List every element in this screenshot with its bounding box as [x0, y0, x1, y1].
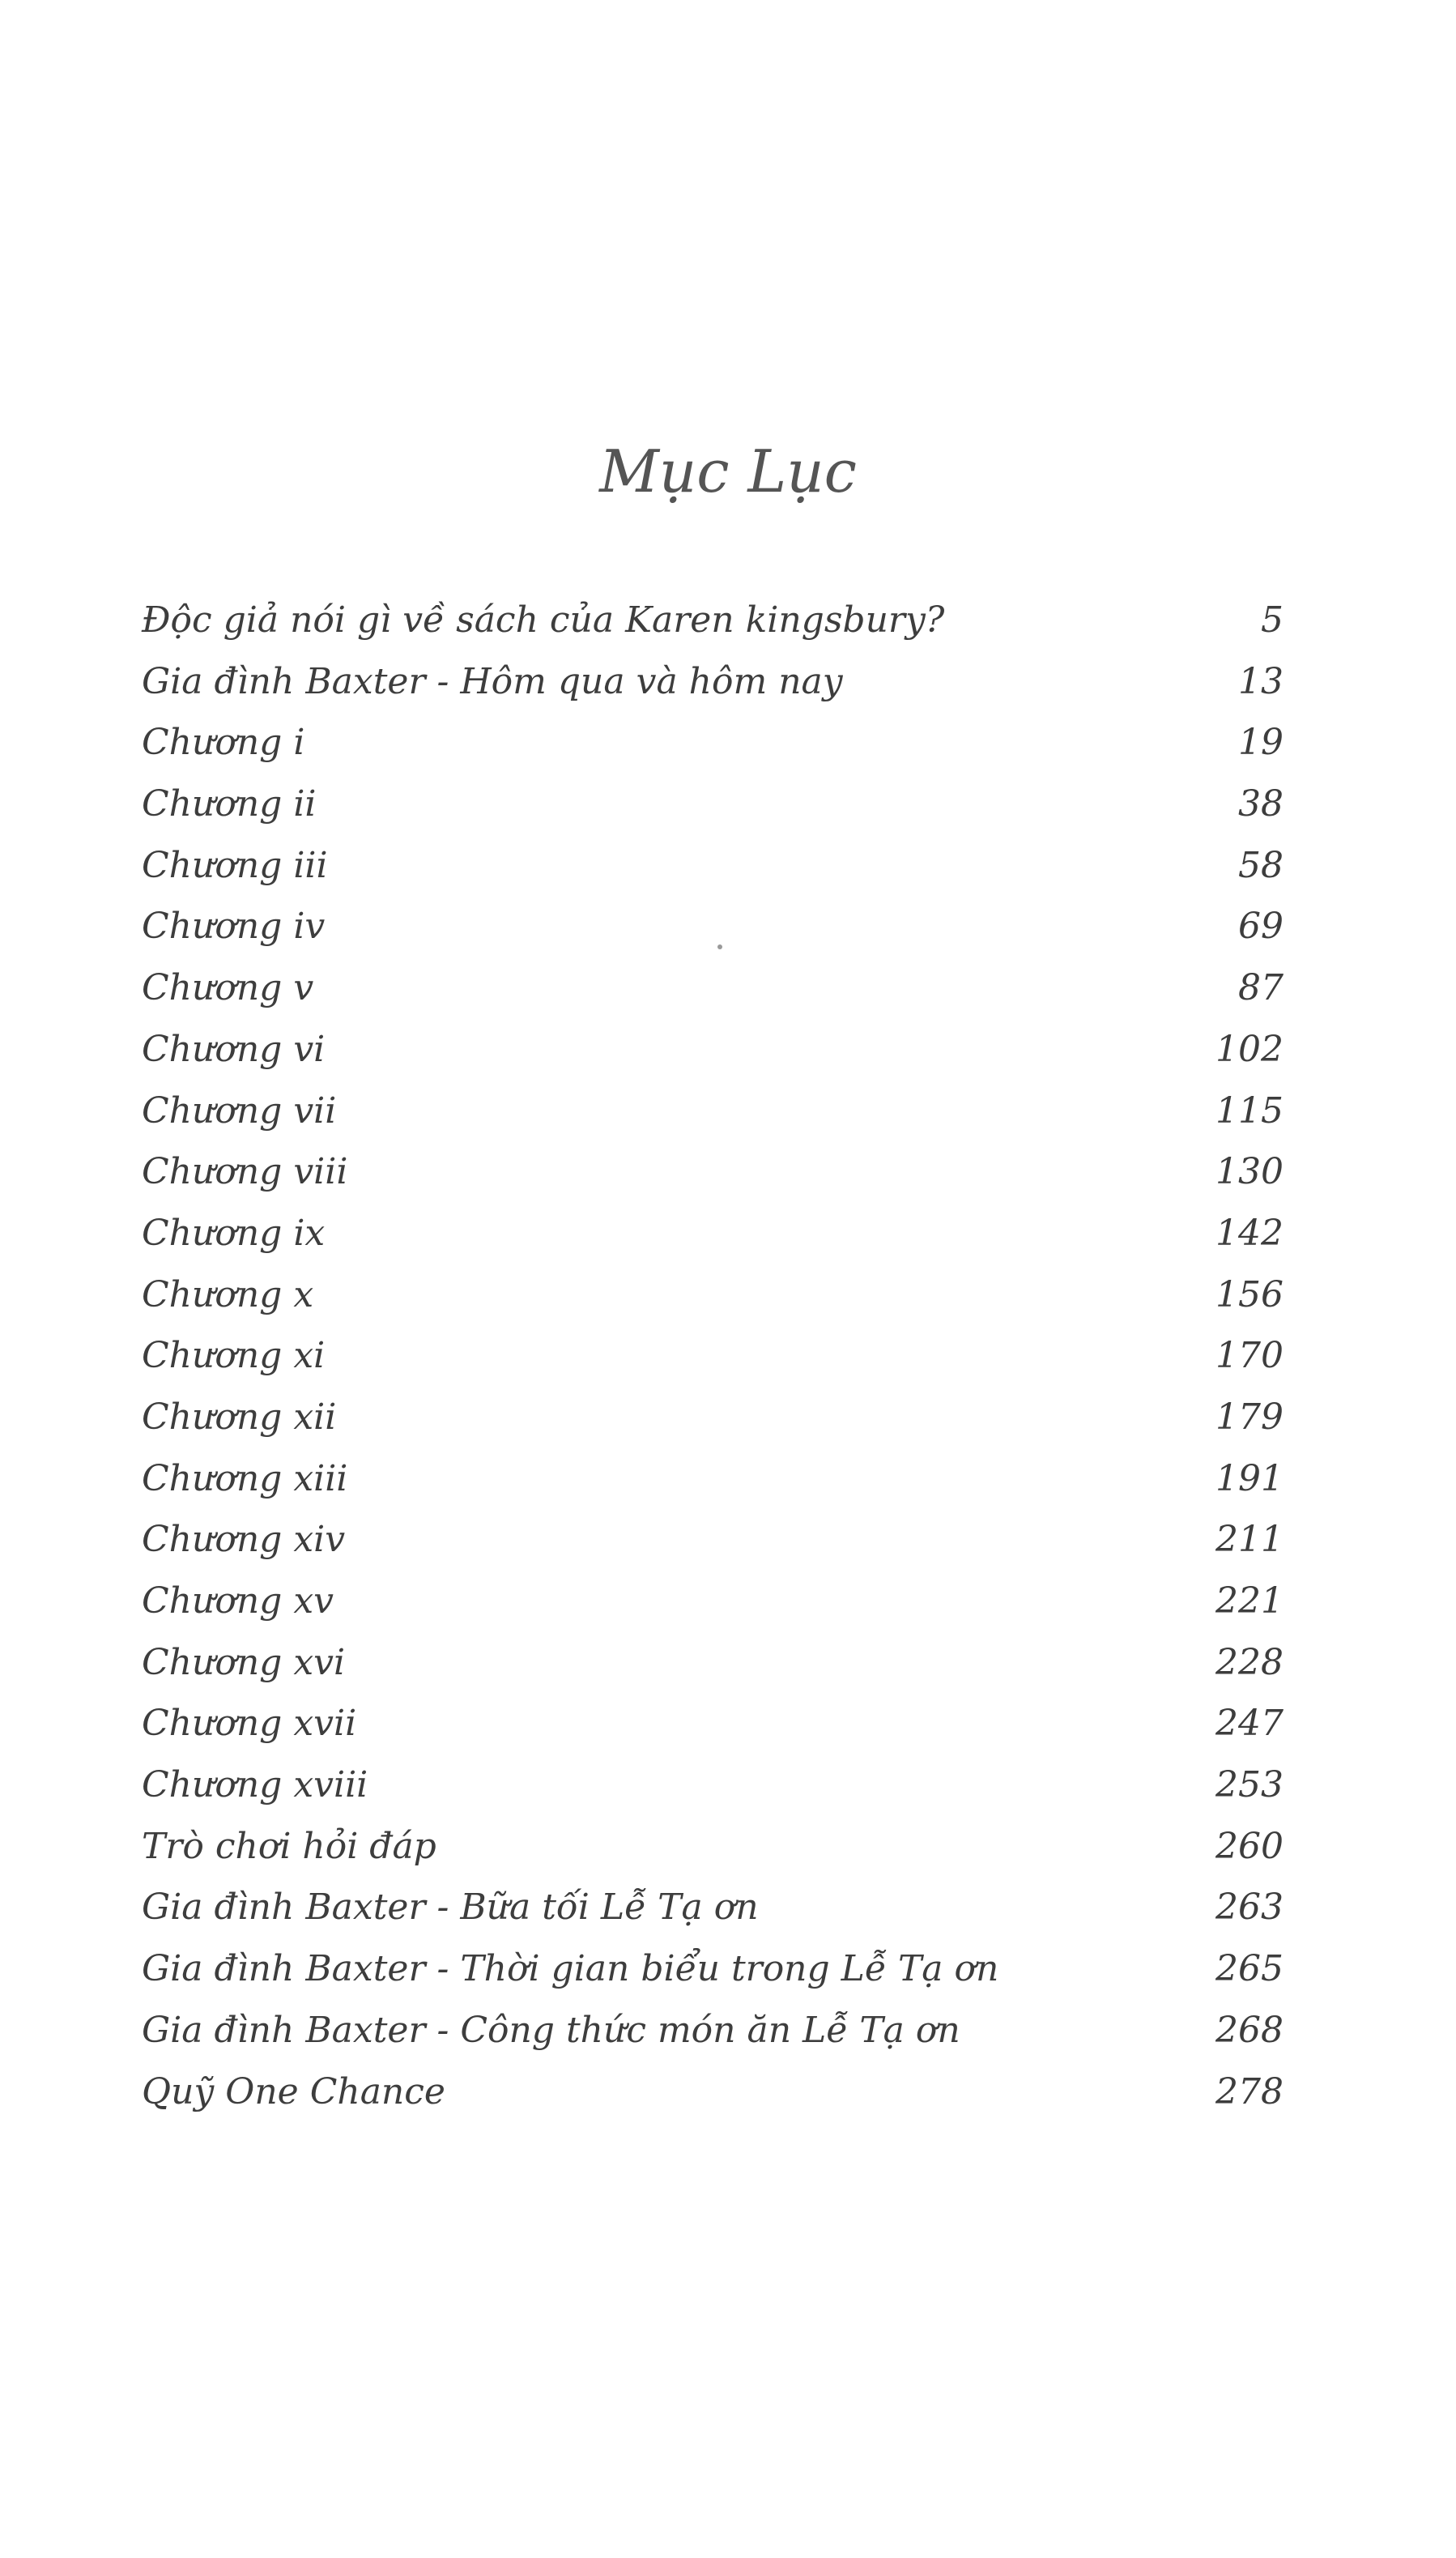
toc-entry [142, 2071, 1284, 2133]
print-speck [717, 944, 722, 949]
toc-entry-label: Chương xvii [142, 1703, 357, 1745]
toc-entry [142, 783, 1284, 845]
toc-entry [142, 845, 1284, 906]
toc-entry-page-number: 13 [1238, 660, 1284, 702]
toc-entry [142, 2010, 1284, 2071]
toc-entry [142, 1519, 1284, 1580]
toc-entry-label: Chương v [142, 967, 314, 1009]
toc-entry-label: Gia đình Baxter - Thời gian biểu trong Lễ Tạ ơn [142, 1948, 999, 1990]
toc-entry-page-number: 58 [1238, 844, 1284, 886]
toc-entry-page-number: 87 [1238, 967, 1284, 1009]
toc-entry-page-number: 253 [1215, 1764, 1284, 1806]
toc-entry [142, 1458, 1284, 1520]
toc-entry-label: Chương ix [142, 1212, 326, 1254]
toc-entry-label: Chương vi [142, 1028, 326, 1070]
toc-entry-label: Gia đình Baxter - Công thức món ăn Lễ Tạ ơn [142, 2009, 960, 2051]
toc-entry-page-number: 247 [1215, 1703, 1284, 1745]
toc-entry-page-number: 228 [1215, 1641, 1284, 1683]
table-of-contents [142, 599, 1284, 2132]
toc-entry [142, 1580, 1284, 1642]
toc-entry-page-number: 268 [1215, 2009, 1284, 2051]
toc-entry-label: Quỹ One Chance [142, 2070, 445, 2112]
toc-entry [142, 1826, 1284, 1887]
toc-entry [142, 1274, 1284, 1336]
toc-entry [142, 967, 1284, 1029]
toc-entry-label: Chương i [142, 722, 305, 764]
toc-entry [142, 599, 1284, 661]
toc-entry-label: Trò chơi hỏi đáp [142, 1825, 436, 1867]
toc-entry-page-number: 142 [1215, 1212, 1284, 1254]
toc-entry-page-number: 115 [1215, 1089, 1284, 1132]
toc-entry-page-number: 278 [1215, 2070, 1284, 2112]
toc-entry-page-number: 130 [1215, 1151, 1284, 1193]
toc-entry-page-number: 102 [1215, 1028, 1284, 1070]
toc-entry-page-number: 38 [1238, 783, 1284, 825]
toc-entry [142, 906, 1284, 967]
toc-entry-label: Chương xiii [142, 1457, 348, 1499]
toc-entry [142, 1335, 1284, 1396]
toc-entry [142, 1213, 1284, 1274]
toc-entry [142, 661, 1284, 723]
toc-entry [142, 1396, 1284, 1458]
toc-entry-label: Chương xiv [142, 1519, 346, 1561]
toc-entry-page-number: 191 [1215, 1457, 1284, 1499]
toc-entry [142, 1764, 1284, 1826]
toc-entry-page-number: 179 [1215, 1396, 1284, 1438]
toc-entry-label: Chương iv [142, 906, 326, 948]
toc-entry-label: Chương xvi [142, 1641, 346, 1683]
toc-entry-page-number: 156 [1215, 1273, 1284, 1315]
toc-entry-label: Chương xii [142, 1396, 337, 1438]
toc-entry-page-number: 260 [1215, 1825, 1284, 1867]
toc-entry-label: Gia đình Baxter - Bữa tối Lễ Tạ ơn [142, 1887, 759, 1929]
toc-entry-label: Độc giả nói gì về sách của Karen kingsbury? [142, 599, 945, 641]
toc-entry-page-number: 19 [1238, 722, 1284, 764]
toc-entry [142, 722, 1284, 783]
toc-entry-label: Chương viii [142, 1151, 348, 1193]
toc-entry-page-number: 69 [1238, 906, 1284, 948]
toc-entry [142, 1090, 1284, 1152]
toc-entry-label: Chương xv [142, 1580, 334, 1622]
toc-entry [142, 1151, 1284, 1213]
page-title: Mục Lục [599, 437, 857, 505]
toc-entry-page-number: 221 [1215, 1580, 1284, 1622]
toc-entry [142, 1887, 1284, 1948]
toc-entry-label: Gia đình Baxter - Hôm qua và hôm nay [142, 660, 843, 702]
toc-entry-page-number: 263 [1215, 1887, 1284, 1929]
toc-entry-page-number: 265 [1215, 1948, 1284, 1990]
toc-entry-label: Chương vii [142, 1089, 337, 1132]
toc-entry-page-number: 5 [1261, 599, 1284, 641]
toc-entry-label: Chương iii [142, 844, 328, 886]
toc-entry-label: Chương xi [142, 1335, 326, 1377]
toc-entry-page-number: 170 [1215, 1335, 1284, 1377]
toc-entry [142, 1948, 1284, 2010]
toc-entry-label: Chương xviii [142, 1764, 368, 1806]
toc-entry-label: Chương ii [142, 783, 317, 825]
toc-entry-label: Chương x [142, 1273, 314, 1315]
toc-entry-page-number: 211 [1215, 1519, 1284, 1561]
toc-entry [142, 1029, 1284, 1090]
toc-entry [142, 1642, 1284, 1703]
toc-entry [142, 1703, 1284, 1764]
